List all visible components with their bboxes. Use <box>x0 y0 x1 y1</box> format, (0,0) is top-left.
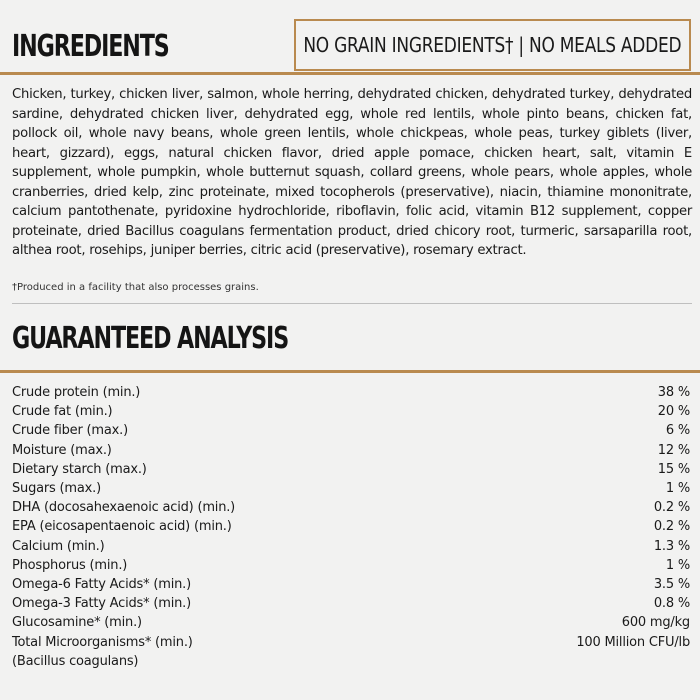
accent-rule <box>0 72 700 75</box>
analysis-label: Omega-3 Fatty Acids* (min.) <box>12 596 191 612</box>
analysis-row <box>12 575 690 594</box>
ingredients-list: Chicken, turkey, chicken liver, salmon, whole herring, dehydrated chicken, dehydrated turkey, dehydrated sardine, dehydrated chicken liver, dehydrated egg, whole red lentils, whole pinto beans, chicken fat, pollock oil, whole navy beans, whole green lentils, whole chickpeas, whole peas, turkey giblets (liver, heart, gizzard), eggs, natural chicken flavor, dried apple pomace, chicken heart, salt, vitamin E supplement, whole pumpkin, whole butternut squash, collard greens, whole pears, whole apples, whole cranberries, dried kelp, zinc proteinate, mixed tocopherols (preservative), niacin, thiamine mononitrate, calcium pantothenate, pyridoxine hydrochloride, riboflavin, folic acid, vitamin B12 supplement, copper proteinate, dried Bacillus coagulans fermentation product, dried chicory root, turmeric, sarsaparilla root, althea root, rosehips, juniper berries, citric acid (preservative), rosemary extract. <box>12 87 692 258</box>
analysis-label: DHA (docosahexaenoic acid) (min.) <box>12 500 236 516</box>
analysis-label: Moisture (max.) <box>12 442 112 458</box>
analysis-note: (Bacillus coagulans) <box>12 653 139 669</box>
analysis-label: Dietary starch (max.) <box>12 461 147 477</box>
analysis-table <box>12 383 690 671</box>
analysis-value: 38 % <box>657 385 690 401</box>
analysis-value: 3.5 % <box>653 576 690 592</box>
analysis-value: 6 % <box>665 423 690 439</box>
analysis-row <box>12 402 690 421</box>
analysis-row <box>12 556 690 575</box>
analysis-value: 0.2 % <box>653 519 690 535</box>
section-divider <box>12 303 692 304</box>
analysis-value: 100 Million CFU/lb <box>576 634 690 650</box>
analysis-value: 600 mg/kg <box>621 615 690 631</box>
analysis-label: Total Microorganisms* (min.) <box>12 634 193 650</box>
analysis-label: Phosphorus (min.) <box>12 557 128 573</box>
analysis-label: Crude fiber (max.) <box>12 423 128 439</box>
accent-rule <box>0 370 700 373</box>
analysis-row <box>12 498 690 517</box>
analysis-heading: GUARANTEED ANALYSIS <box>12 321 289 356</box>
analysis-label: Crude protein (min.) <box>12 385 141 401</box>
analysis-label: Omega-6 Fatty Acids* (min.) <box>12 576 191 592</box>
analysis-value: 0.2 % <box>653 500 690 516</box>
analysis-row <box>12 460 690 479</box>
analysis-value: 1 % <box>665 481 690 497</box>
analysis-row <box>12 517 690 536</box>
analysis-row <box>12 479 690 498</box>
claim-box <box>294 19 691 71</box>
analysis-label: Crude fat (min.) <box>12 404 113 420</box>
analysis-row <box>12 441 690 460</box>
analysis-row <box>12 594 690 613</box>
grain-footnote: †Produced in a facility that also processes grains. <box>12 282 259 293</box>
analysis-row <box>12 383 690 402</box>
analysis-value: 15 % <box>657 461 690 477</box>
analysis-label: Sugars (max.) <box>12 481 101 497</box>
analysis-row <box>12 537 690 556</box>
analysis-value: 1.3 % <box>653 538 690 554</box>
analysis-row <box>12 632 690 651</box>
analysis-row <box>12 613 690 632</box>
analysis-label: Glucosamine* (min.) <box>12 615 142 631</box>
analysis-value: 12 % <box>657 442 690 458</box>
analysis-value: 1 % <box>665 557 690 573</box>
ingredients-heading: INGREDIENTS <box>12 29 169 64</box>
analysis-value: 0.8 % <box>653 596 690 612</box>
analysis-rows <box>12 383 690 652</box>
analysis-row <box>12 421 690 440</box>
analysis-value: 20 % <box>657 404 690 420</box>
analysis-label: Calcium (min.) <box>12 538 105 554</box>
claim-text: NO GRAIN INGREDIENTS† | NO MEALS ADDED <box>303 33 682 57</box>
analysis-label: EPA (eicosapentaenoic acid) (min.) <box>12 519 232 535</box>
